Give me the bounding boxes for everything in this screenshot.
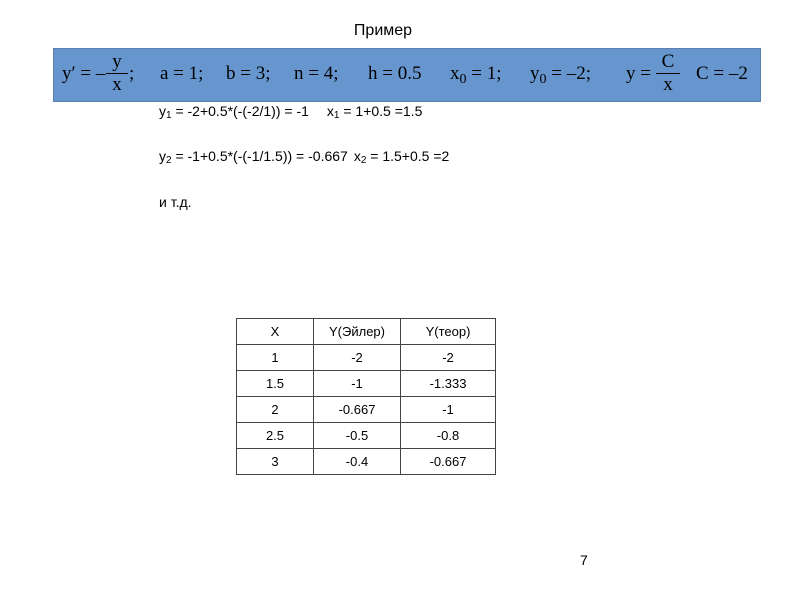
cell-theory: -1	[401, 397, 496, 423]
y0-var: y	[530, 63, 540, 84]
cell-euler: -1	[314, 371, 401, 397]
cell-theory: -1.333	[401, 371, 496, 397]
col-header-theory: Y(теор)	[401, 319, 496, 345]
col-header-x: X	[237, 319, 314, 345]
ode-end: ;	[129, 63, 135, 84]
param-b: b = 3;	[226, 63, 271, 84]
param-a: a = 1;	[160, 63, 204, 84]
table-row	[237, 345, 496, 371]
table-row	[237, 371, 496, 397]
step-1-y-expr: = -2+0.5*(-(-2/1)) = -1	[171, 103, 309, 119]
solution-denominator: x	[663, 74, 673, 95]
step-1-y-var: y	[159, 103, 166, 119]
solution-numerator: C	[656, 51, 680, 74]
step-1-y-sub: 1	[166, 110, 172, 121]
step-2-y-expr: = -1+0.5*(-(-1/1.5)) = -0.667	[171, 148, 348, 164]
step-2-x-expr: = 1.5+0.5 =2	[366, 148, 450, 164]
cell-euler: -0.4	[314, 449, 401, 475]
col-header-euler: Y(Эйлер)	[314, 319, 401, 345]
x0-var: x	[450, 63, 460, 84]
etc-text: и т.д.	[159, 194, 192, 210]
param-c: C = –2	[696, 63, 748, 84]
param-x0	[450, 63, 502, 88]
step-2-line	[159, 148, 449, 166]
page-number: 7	[580, 552, 588, 568]
step-2-y-sub: 2	[166, 155, 172, 166]
ode-fraction	[106, 51, 128, 96]
cell-x: 1	[237, 345, 314, 371]
cell-theory: -0.667	[401, 449, 496, 475]
table-header-row	[237, 319, 496, 345]
step-1-line	[159, 103, 422, 121]
formula-bar	[53, 48, 761, 102]
cell-x: 2.5	[237, 423, 314, 449]
cell-euler: -2	[314, 345, 401, 371]
solution-lhs: y =	[626, 63, 651, 84]
cell-x: 1.5	[237, 371, 314, 397]
cell-theory: -2	[401, 345, 496, 371]
step-1-x-sub: 1	[333, 110, 340, 121]
cell-x: 2	[237, 397, 314, 423]
step-2-x-var: x	[353, 148, 361, 164]
cell-x: 3	[237, 449, 314, 475]
step-2-x-sub: 2	[360, 155, 367, 166]
x0-val: = 1;	[466, 63, 502, 84]
y0-val: = –2;	[546, 63, 591, 84]
param-n: n = 4;	[294, 63, 339, 84]
step-1-x-var: x	[326, 103, 334, 119]
ode-numerator: y	[106, 51, 128, 74]
ode-denominator: x	[112, 74, 122, 95]
table-row	[237, 397, 496, 423]
step-2-y-var: y	[159, 148, 166, 164]
y0-sub: 0	[539, 72, 547, 87]
param-h: h = 0.5	[368, 63, 422, 84]
slide-title: Пример	[353, 22, 413, 39]
cell-euler: -0.5	[314, 423, 401, 449]
solution-fraction	[656, 51, 680, 96]
results-table	[236, 318, 496, 475]
x0-sub: 0	[459, 72, 467, 87]
table-row	[237, 449, 496, 475]
param-y0	[530, 63, 591, 88]
cell-theory: -0.8	[401, 423, 496, 449]
ode-lhs: y′ = –	[62, 63, 106, 84]
cell-euler: -0.667	[314, 397, 401, 423]
step-1-x-expr: = 1+0.5 =1.5	[339, 103, 423, 119]
table-row	[237, 423, 496, 449]
